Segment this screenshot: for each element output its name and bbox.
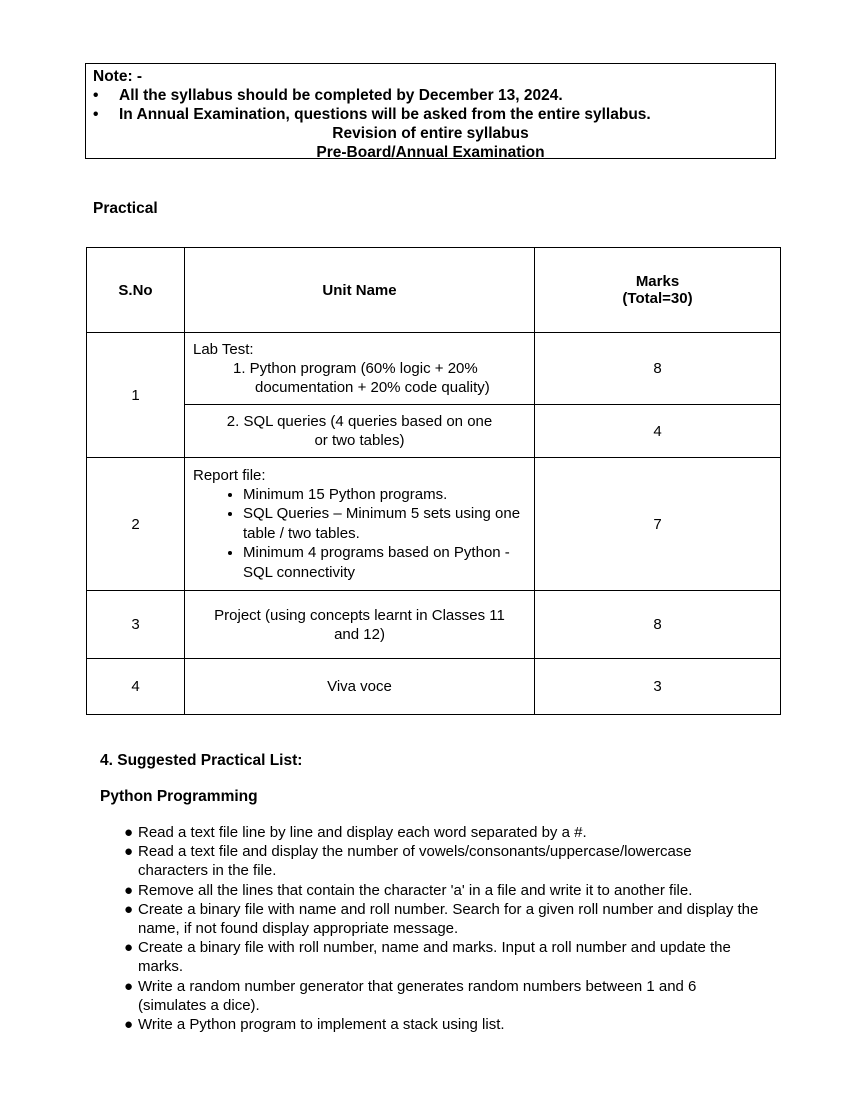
marks-table: [86, 247, 781, 715]
list-item: ● Read a text file and display the number of vowels/consonants/uppercase/lowercase characters in the file.: [124, 843, 692, 880]
report-file-label: Report file:: [193, 466, 266, 484]
practical-heading: Practical: [93, 200, 158, 217]
list-item: • Minimum 15 Python programs.: [243, 485, 526, 505]
table-row: [87, 458, 781, 591]
row-sno: 4: [87, 659, 185, 715]
project-line: Project (using concepts learnt in Classes 11: [214, 606, 505, 624]
project-line: and 12): [334, 625, 385, 643]
table-header-row: [87, 248, 781, 333]
header-marks: [535, 248, 781, 333]
suggested-practical-heading: 4. Suggested Practical List:: [100, 752, 303, 769]
bullet-icon: ●: [124, 977, 134, 995]
header-marks-line1: Marks: [635, 273, 680, 290]
row-marks: 3: [535, 659, 781, 715]
list-item: ● Write a random number generator that generates random numbers between 1 and 6 (simulates a dice).: [124, 977, 697, 1014]
table-row: [87, 333, 781, 405]
header-sno: S.No: [87, 248, 185, 333]
report-list: [193, 485, 526, 583]
note-revision-line: Revision of entire syllabus: [332, 125, 529, 142]
list-item: • SQL Queries – Minimum 5 sets using one table / two tables.: [243, 504, 526, 543]
row-unit: [185, 591, 535, 659]
list-item: • Minimum 4 programs based on Python - SQL connectivity: [243, 543, 526, 582]
bullet-icon: ●: [124, 900, 134, 918]
table-row: [87, 591, 781, 659]
bullet-icon: •: [93, 87, 99, 104]
bullet-icon: ●: [124, 1016, 134, 1034]
note-title: Note: -: [93, 68, 143, 85]
lab-item-line: or two tables): [314, 432, 405, 449]
bullet-icon: ●: [124, 939, 134, 957]
bullet-icon: ●: [124, 881, 134, 899]
note-exam-line: Pre-Board/Annual Examination: [316, 144, 545, 161]
lab-item-line: 2. SQL queries (4 queries based on one: [226, 413, 493, 430]
list-item: ● Create a binary file with name and roll number. Search for a given roll number and display the name, if not found display appropriate message.: [124, 900, 759, 938]
lab-item-line: documentation + 20% code quality): [255, 379, 490, 396]
lab-item-line: 1. Python program (60% logic + 20%: [233, 360, 478, 377]
list-item: ● Create a binary file with roll number, name and marks. Input a roll number and update the marks.: [124, 939, 731, 976]
row-sno: 1: [87, 333, 185, 458]
list-item: ● Read a text file line by line and display each word separated by a #.: [124, 824, 587, 841]
table-row: [87, 659, 781, 715]
row-marks: 7: [535, 458, 781, 591]
bullet-icon: •: [93, 106, 99, 123]
row-marks: 8: [535, 333, 781, 405]
table-row: [87, 405, 781, 458]
row-unit: Viva voce: [185, 659, 535, 715]
row-sno: 3: [87, 591, 185, 659]
row-unit: [185, 458, 535, 591]
list-item: ● Write a Python program to implement a stack using list.: [124, 1016, 505, 1034]
row-unit: [185, 333, 535, 405]
row-sno: 2: [87, 458, 185, 591]
list-item: ● Remove all the lines that contain the character 'a' in a file and write it to another file.: [124, 881, 693, 899]
note-box: [85, 63, 776, 159]
note-bullet-text: All the syllabus should be completed by December 13, 2024.: [119, 87, 563, 104]
row-marks: 8: [535, 591, 781, 659]
header-unit-name: Unit Name: [185, 248, 535, 333]
bullet-icon: ●: [124, 843, 134, 861]
row-unit: [185, 405, 535, 458]
note-bullet-text: In Annual Examination, questions will be asked from the entire syllabus.: [119, 106, 651, 123]
bullet-icon: ●: [124, 824, 134, 841]
practical-list: [124, 823, 764, 1034]
python-programming-heading: Python Programming: [100, 788, 258, 805]
row-marks: 4: [535, 405, 781, 458]
header-marks-line2: (Total=30): [622, 290, 693, 307]
lab-test-label: Lab Test:: [193, 341, 254, 358]
